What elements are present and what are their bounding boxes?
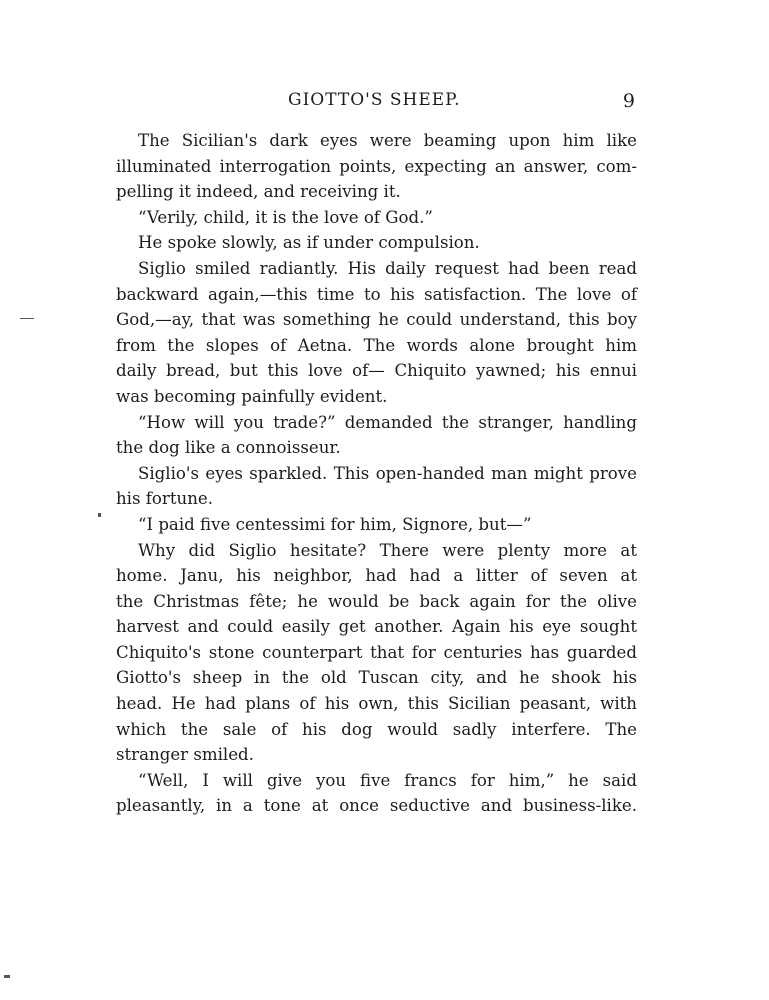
running-title: GIOTTO'S SHEEP.	[288, 90, 461, 110]
text-line: stranger smiled.	[116, 745, 254, 765]
text-line: was becoming painfully evident.	[116, 386, 388, 406]
body-text	[116, 128, 637, 819]
text-line: pelling it indeed, and receiving it.	[116, 182, 401, 202]
text-line: He spoke slowly, as if under compulsion.	[138, 233, 480, 253]
text-line: his fortune.	[116, 489, 213, 509]
text-line: which the sale of his dog would sadly interfere. The	[116, 719, 637, 739]
text-line: the dog like a connoisseur.	[116, 438, 341, 458]
text-line: harvest and could easily get another. Again his eye sought	[116, 617, 637, 637]
running-header	[116, 90, 636, 114]
text-line: from the slopes of Aetna. The words alone brought him	[116, 335, 637, 355]
text-line: illuminated interrogation points, expecting an answer, com-	[116, 156, 637, 176]
text-line: pleasantly, in a tone at once seductive and business-like.	[116, 796, 637, 816]
scan-speck	[98, 513, 101, 517]
text-line: Chiquito's stone counterpart that for centuries has guarded	[116, 642, 637, 662]
text-line: Why did Siglio hesitate? There were plenty more at	[138, 540, 637, 560]
text-line: the Christmas fête; he would be back again for the olive	[116, 591, 637, 611]
text-line: home. Janu, his neighbor, had had a litter of seven at	[116, 566, 637, 586]
text-line: daily bread, but this love of— Chiquito yawned; his ennui	[116, 361, 637, 381]
text-line: “Verily, child, it is the love of God.”	[138, 207, 433, 227]
text-line: Giotto's sheep in the old Tuscan city, and he shook his	[116, 668, 637, 688]
text-line: “Well, I will give you five francs for him,” he said	[138, 770, 637, 790]
page-number: 9	[622, 90, 636, 112]
text-line: “I paid five centessimi for him, Signore, but—”	[138, 514, 532, 534]
scan-speck	[4, 975, 10, 978]
text-line: backward again,—this time to his satisfaction. The love of	[116, 284, 637, 304]
text-line: The Sicilian's dark eyes were beaming upon him like	[138, 131, 637, 150]
text-line: Siglio smiled radiantly. His daily request had been read	[138, 258, 637, 278]
text-line: Siglio's eyes sparkled. This open-handed man might prove	[138, 463, 637, 483]
text-line: head. He had plans of his own, this Sicilian peasant, with	[116, 694, 637, 714]
text-line: “How will you trade?” demanded the stranger, handling	[138, 412, 637, 432]
scan-speck	[20, 318, 34, 319]
text-line: God,—ay, that was something he could understand, this boy	[116, 310, 637, 330]
